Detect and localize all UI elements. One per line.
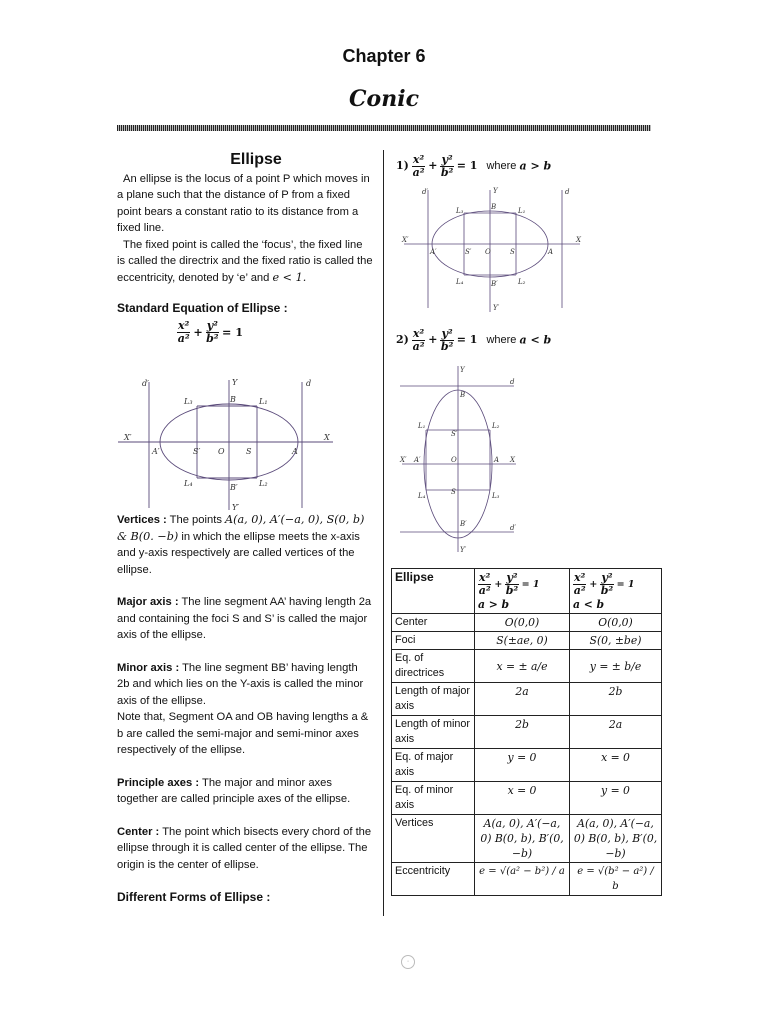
- svg-text:S: S: [451, 488, 456, 496]
- label-s: S: [246, 447, 252, 456]
- major-axis-label: Major axis :: [117, 596, 179, 608]
- svg-text:L₂: L₂: [492, 422, 500, 430]
- svg-text:B′: B′: [491, 280, 498, 288]
- row-value-2: S(0, ±be): [570, 632, 662, 650]
- svg-text:A′: A′: [430, 248, 437, 256]
- label-o: O: [218, 447, 225, 456]
- left-column-definitions: [117, 512, 373, 906]
- vertices-paragraph: [117, 512, 373, 578]
- ellipse-figure-horizontal: [118, 376, 338, 512]
- label-a: A: [292, 447, 298, 456]
- svg-text:B: B: [460, 391, 466, 399]
- row-value-1: A(a, 0), A′(−a, 0) B(0, b), B′(0, −b): [475, 815, 570, 863]
- center-text: The point which bisects every chord of the ellipse through it is called center of the ellipse. The origin is the center of ellipse.: [117, 825, 372, 871]
- page-title: Conic: [349, 86, 419, 112]
- row-label: Center: [392, 614, 475, 632]
- row-label: Eccentricity: [392, 863, 475, 896]
- ellipse-figure-form-2: [398, 364, 520, 554]
- row-label: Eq. of directrices: [392, 650, 475, 683]
- row-value-1: x = 0: [475, 782, 570, 815]
- svg-text:d: d: [565, 188, 570, 196]
- intro-paragraph-2: [117, 237, 373, 287]
- table-row: [392, 716, 662, 749]
- label-a-prime: A′: [152, 447, 160, 456]
- different-forms-heading: Different Forms of Ellipse :: [117, 890, 271, 904]
- row-value-2: y = ± b/e: [570, 650, 662, 683]
- label-s-prime: S′: [193, 447, 201, 456]
- row-label: Length of minor axis: [392, 716, 475, 749]
- center-label: Center :: [117, 825, 160, 838]
- center-paragraph: [117, 824, 373, 874]
- table-row: [392, 863, 662, 896]
- svg-text:X′: X′: [400, 456, 407, 464]
- row-value-1: O(0,0): [475, 614, 570, 632]
- row-label: Length of major axis: [392, 683, 475, 716]
- row-value-2: A(a, 0), A′(−a, 0) B(0, b), B′(0, −b): [570, 815, 662, 863]
- svg-text:d: d: [510, 378, 515, 386]
- table-header-ellipse: Ellipse: [392, 569, 475, 614]
- form-2-equation: 2) $\frac{\text{x²}}{\text{a²}}$ + $\frac{\text{y²}}{\text{b²}}$ = 1 where a < b: [396, 327, 552, 353]
- row-value-2: 2a: [570, 716, 662, 749]
- row-value-1: 2a: [475, 683, 570, 716]
- label-l4: L₄: [184, 479, 193, 488]
- column-divider: [383, 150, 384, 916]
- vertices-label: Vertices :: [117, 514, 167, 526]
- table-header-col1: $\frac{\text{x²}}{\text{a²}}$ + $\frac{\text{y²}}{\text{b²}}$ = 1 a > b: [475, 569, 570, 614]
- intro-text: The fixed point is called the ‘focus’, the fixed line is called the directrix and the fixed ratio is called the eccentricity, denoted by ‘e’ and: [117, 238, 373, 284]
- table-row: [392, 650, 662, 683]
- label-b: B: [230, 395, 236, 404]
- minor-axis-text: The line segment BB’ having length 2b and which lies on the Y-axis is called the minor axis of the ellipse.: [117, 661, 364, 707]
- svg-text:O: O: [485, 248, 491, 256]
- svg-text:X′: X′: [402, 236, 409, 244]
- note-paragraph: Note that, Segment OA and OB having lengths a & b are called the semi-major and semi-minor axes respectively of the ellipse.: [117, 711, 369, 756]
- minor-axis-paragraph: [117, 660, 373, 710]
- principle-axes-paragraph: [117, 775, 373, 808]
- table-row: [392, 683, 662, 716]
- major-axis-text: The line segment AA’ having length 2a and containing the foci S and S’ is called the major axis of the ellipse.: [117, 596, 372, 641]
- form-2-condition: a < b: [519, 333, 552, 347]
- row-value-1: e = √(a² − b²) / a: [475, 863, 570, 896]
- ellipse-heading: Ellipse: [230, 151, 282, 168]
- svg-text:O: O: [451, 456, 457, 464]
- label-l3: L₃: [184, 397, 193, 406]
- table-header-col2: $\frac{\text{x²}}{\text{a²}}$ + $\frac{\text{y²}}{\text{b²}}$ = 1 a < b: [570, 569, 662, 614]
- svg-text:A: A: [494, 456, 500, 464]
- svg-text:X: X: [576, 236, 581, 244]
- table-row: [392, 815, 662, 863]
- form-1-number: 1): [396, 159, 409, 173]
- table-header-col2-condition: a < b: [573, 598, 605, 611]
- page-number-mark: ·: [401, 955, 415, 969]
- row-label: Vertices: [392, 815, 475, 863]
- svg-text:S′: S′: [451, 430, 458, 438]
- form-1-condition: a > b: [519, 159, 552, 173]
- label-d-prime: d′: [142, 379, 149, 388]
- row-label: Eq. of minor axis: [392, 782, 475, 815]
- title-divider: [117, 125, 651, 131]
- label-x: X: [324, 433, 330, 442]
- label-y: Y: [232, 378, 238, 387]
- svg-text:Y: Y: [460, 366, 465, 374]
- row-value-2: x = 0: [570, 749, 662, 782]
- row-value-1: S(±ae, 0): [475, 632, 570, 650]
- form-2-tail: = 1: [456, 333, 478, 347]
- row-value-2: 2b: [570, 683, 662, 716]
- svg-text:L₄: L₄: [456, 278, 464, 286]
- form-1-tail: = 1: [456, 159, 478, 173]
- chapter-label: Chapter 6: [342, 46, 426, 66]
- table-row: [392, 749, 662, 782]
- label-y-prime: Y′: [232, 503, 240, 512]
- svg-text:L₁: L₁: [518, 207, 526, 215]
- label-d: d: [306, 379, 312, 388]
- row-value-2: O(0,0): [570, 614, 662, 632]
- standard-equation: $\frac{\text{x²}}{\text{a²}}$ + $\frac{\text{y²}}{\text{b²}}$ = 1: [177, 318, 244, 345]
- table-row: [392, 782, 662, 815]
- standard-equation-heading: Standard Equation of Ellipse :: [117, 301, 288, 315]
- label-b-prime: B′: [230, 483, 238, 492]
- svg-text:L₂: L₂: [518, 278, 526, 286]
- table-row: [392, 632, 662, 650]
- svg-text:L₄: L₄: [418, 492, 426, 500]
- svg-text:B′: B′: [460, 520, 467, 528]
- ellipse-figure-form-1: [398, 186, 586, 314]
- vertices-math: A(a, 0), A′(−a, 0), S(0, b) & B(0. −b): [117, 513, 365, 543]
- minor-axis-label: Minor axis :: [117, 661, 180, 674]
- svg-text:Y: Y: [493, 187, 498, 195]
- principle-axes-text: The major and minor axes together are called principle axes of the ellipse.: [117, 776, 351, 805]
- svg-text:B: B: [491, 203, 497, 211]
- principle-axes-label: Principle axes :: [117, 776, 200, 789]
- label-l1: L₁: [259, 397, 268, 406]
- svg-text:L₃: L₃: [456, 207, 464, 215]
- svg-text:A: A: [548, 248, 554, 256]
- row-label: Foci: [392, 632, 475, 650]
- row-value-2: y = 0: [570, 782, 662, 815]
- svg-text:d′: d′: [510, 524, 517, 532]
- svg-text:L₃: L₃: [492, 492, 500, 500]
- vertices-text-1: The points: [169, 514, 222, 526]
- row-value-1: y = 0: [475, 749, 570, 782]
- eccentricity-condition: e < 1.: [272, 270, 307, 284]
- form-1-where: where: [486, 160, 517, 173]
- row-value-2: e = √(b² − a²) / b: [570, 863, 662, 896]
- form-1-equation: 1) $\frac{\text{x²}}{\text{a²}}$ + $\frac{\text{y²}}{\text{b²}}$ = 1 where a > b: [396, 153, 552, 179]
- svg-text:S: S: [510, 248, 515, 256]
- row-label: Eq. of major axis: [392, 749, 475, 782]
- svg-text:X: X: [510, 456, 515, 464]
- svg-text:L₁: L₁: [418, 422, 426, 430]
- label-l2: L₂: [259, 479, 268, 488]
- table-header-col1-condition: a > b: [478, 598, 510, 611]
- equation-tail: = 1: [221, 324, 244, 339]
- svg-text:d′: d′: [422, 188, 429, 196]
- svg-text:A′: A′: [414, 456, 421, 464]
- form-2-number: 2): [396, 333, 409, 347]
- row-value-1: x = ± a/e: [475, 650, 570, 683]
- vertices-text-2: in which the ellipse meets the x-axis and y-axis respectively are called vertices of the ellipse.: [117, 530, 360, 576]
- row-value-1: 2b: [475, 716, 570, 749]
- label-x-prime: X′: [124, 433, 132, 442]
- left-column: [117, 152, 373, 345]
- table-row: [392, 614, 662, 632]
- major-axis-paragraph: [117, 594, 373, 644]
- svg-text:S′: S′: [465, 248, 472, 256]
- intro-paragraph-1: An ellipse is the locus of a point P which moves in a plane such that the distance of P from a fixed point bears a constant ratio to its distance from a fixed line.: [117, 172, 370, 234]
- table-header-row: [392, 569, 662, 614]
- svg-text:Y′: Y′: [460, 546, 467, 554]
- ellipse-properties-table: [391, 568, 662, 896]
- svg-text:Y′: Y′: [493, 304, 500, 312]
- form-2-where: where: [486, 334, 517, 347]
